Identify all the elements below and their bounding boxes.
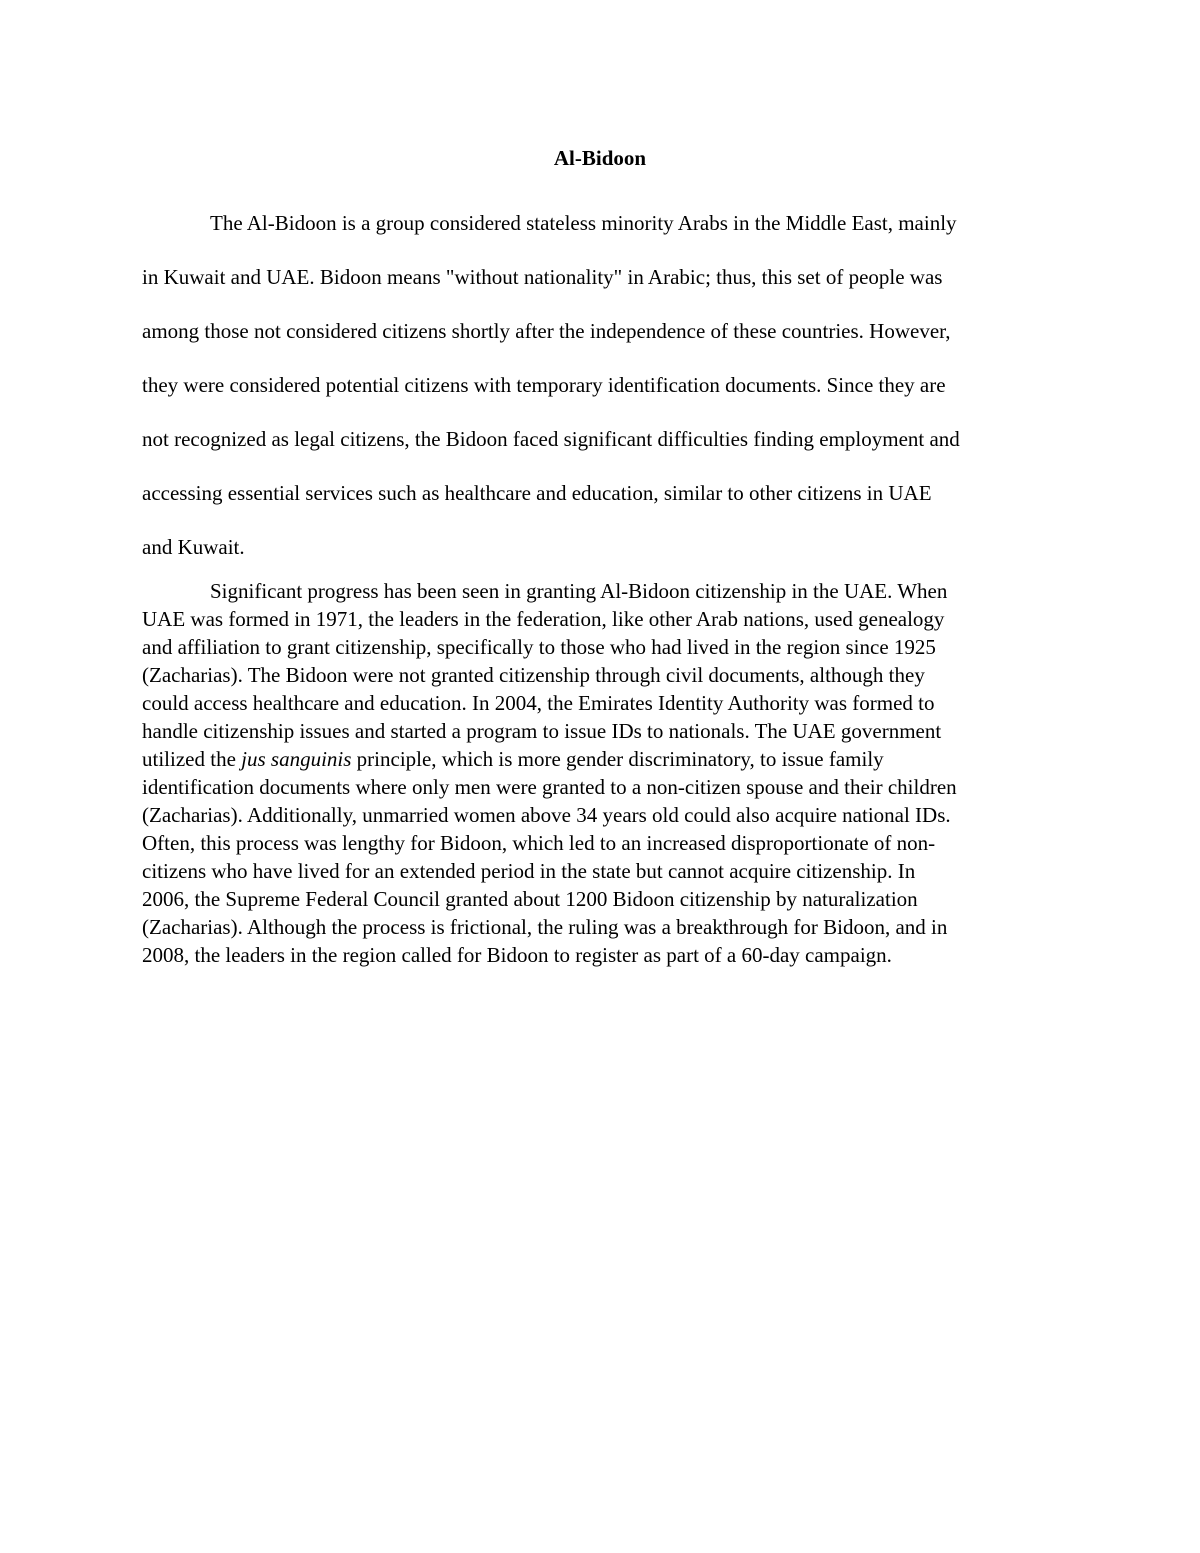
paragraph-1 bbox=[142, 196, 1060, 574]
paragraph-line-italic-term bbox=[142, 745, 1060, 773]
italic-term: jus sanguinis bbox=[241, 747, 352, 771]
paragraph-line: not recognized as legal citizens, the Bidoon faced significant difficulties finding employment and bbox=[142, 427, 960, 451]
paragraph-line: (Zacharias). Additionally, unmarried women above 34 years old could also acquire national IDs. bbox=[142, 803, 951, 827]
paragraph-line: could access healthcare and education. In 2004, the Emirates Identity Authority was formed to bbox=[142, 691, 935, 715]
paragraph-line: (Zacharias). The Bidoon were not granted citizenship through civil documents, although they bbox=[142, 663, 925, 687]
paragraph-line: accessing essential services such as healthcare and education, similar to other citizens in UAE bbox=[142, 481, 932, 505]
paragraph-line: in Kuwait and UAE. Bidoon means "without nationality" in Arabic; thus, this set of people was bbox=[142, 265, 943, 289]
paragraph-line: The Al-Bidoon is a group considered stateless minority Arabs in the Middle East, mainly bbox=[210, 211, 957, 235]
paragraph-line: UAE was formed in 1971, the leaders in the federation, like other Arab nations, used genealogy bbox=[142, 607, 945, 631]
paragraph-line: they were considered potential citizens with temporary identification documents. Since they are bbox=[142, 373, 946, 397]
paragraph-line: 2008, the leaders in the region called for Bidoon to register as part of a 60-day campaign. bbox=[142, 943, 892, 967]
paragraph-2 bbox=[142, 577, 1060, 969]
paragraph-line: 2006, the Supreme Federal Council granted about 1200 Bidoon citizenship by naturalization bbox=[142, 887, 918, 911]
document-title: Al-Bidoon bbox=[553, 146, 647, 170]
line-text: principle, which is more gender discriminatory, to issue family bbox=[351, 747, 884, 771]
paragraph-line: Significant progress has been seen in granting Al-Bidoon citizenship in the UAE. When bbox=[210, 579, 948, 603]
paragraph-line: and Kuwait. bbox=[142, 535, 245, 559]
paragraph-line: citizens who have lived for an extended period in the state but cannot acquire citizenship. In bbox=[142, 859, 916, 883]
paragraph-line: and affiliation to grant citizenship, specifically to those who had lived in the region since 1925 bbox=[142, 635, 936, 659]
paragraph-line: (Zacharias). Although the process is frictional, the ruling was a breakthrough for Bidoon, and in bbox=[142, 915, 948, 939]
line-text: utilized the bbox=[142, 747, 242, 771]
paragraph-line: among those not considered citizens shortly after the independence of these countries. However, bbox=[142, 319, 951, 343]
paragraph-line: Often, this process was lengthy for Bidoon, which led to an increased disproportionate of non- bbox=[142, 831, 936, 855]
paragraph-line: identification documents where only men were granted to a non-citizen spouse and their children bbox=[142, 775, 957, 799]
paragraph-line: handle citizenship issues and started a program to issue IDs to nationals. The UAE government bbox=[142, 719, 942, 743]
